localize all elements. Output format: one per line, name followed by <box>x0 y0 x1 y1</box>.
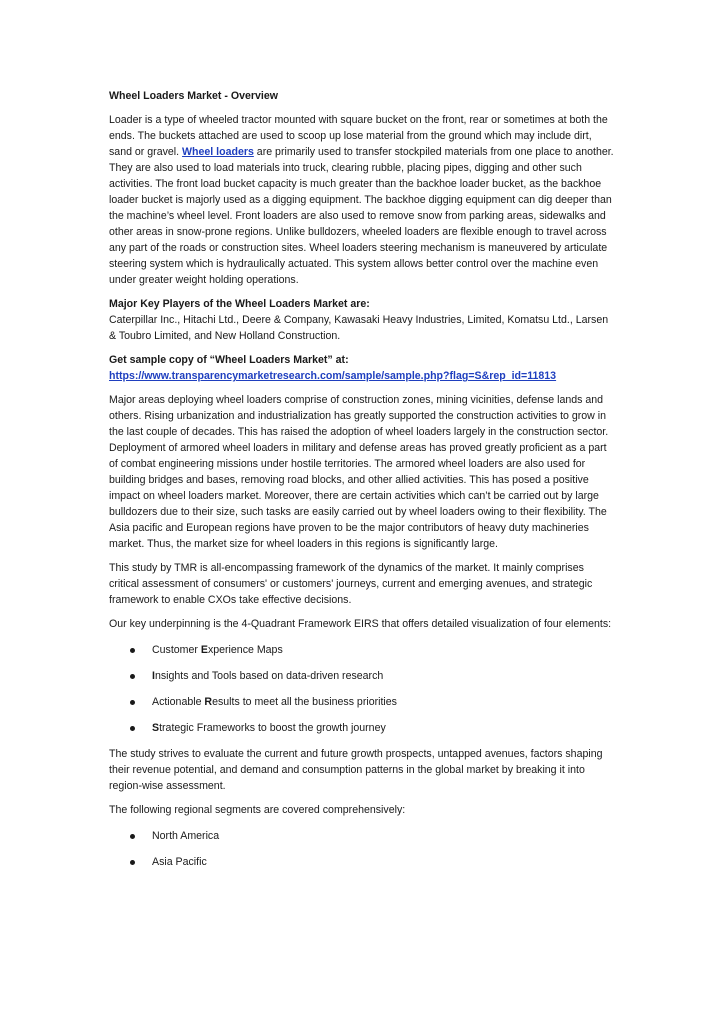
overview-text-end: are primarily used to transfer stockpiled materials from one place to another. They are also used to load materials into truck, clearing rubble, placing pipes, digging and other such activities. The front load bucket capacity is much greater than the backhoe loader bucket, as the backhoe loader bucket is majorly used as a digging equipment. The backhoe digging equipment can dig deeper than the machine’s wheel level. Front loaders are also used to remove snow from parking areas, sidewalks and other areas in snow-prone regions. Unlike bulldozers, wheeled loaders are flexible enough to travel across any part of the roads or construction sites. Wheel loaders steering mechanism is maneuvered by articulate steering system which is hydraulically actuated. This system allows better control over the machine even under greater weight holding operations. <box>109 146 614 286</box>
sample-section <box>109 352 614 384</box>
bullet-icon <box>130 860 135 865</box>
document-page <box>109 88 614 880</box>
list-item <box>109 694 614 710</box>
item-initial: I <box>152 670 155 682</box>
bullet-icon <box>130 648 135 653</box>
key-players-list: Caterpillar Inc., Hitachi Ltd., Deere & Company, Kawasaki Heavy Industries, Limited, Komatsu Ltd., Larsen & Toubro Limited, and New Holland Construction. <box>109 314 609 342</box>
regions-list <box>109 828 614 870</box>
wheel-loaders-link[interactable]: Wheel loaders <box>182 146 254 158</box>
region-name: Asia Pacific <box>152 856 207 868</box>
item-text: Actionable <box>152 696 205 708</box>
region-name: North America <box>152 830 220 842</box>
regional-paragraph: The following regional segments are covered comprehensively: <box>109 804 406 816</box>
list-item <box>109 828 614 844</box>
overview-heading: Wheel Loaders Market - Overview <box>109 90 278 102</box>
sample-url-link[interactable]: https://www.transparencymarketresearch.com/sample/sample.php?flag=S&rep_id=11813 <box>109 370 557 382</box>
key-players-section <box>109 296 614 344</box>
framework-paragraph: Our key underpinning is the 4-Quadrant Framework EIRS that offers detailed visualization of four elements: <box>109 618 612 630</box>
item-text: Customer <box>152 644 201 656</box>
areas-paragraph: Major areas deploying wheel loaders comprise of construction zones, mining vicinities, defense lands and others. Rising urbanization and industrialization has greatly supported the construction activities to grow in the last couple of decades. This has raised the adoption of wheel loaders largely in the construction sector. Deployment of armored wheel loaders in military and defense areas has proved greatly proficient as a part of combat engineering missions under hostile territories. The armored wheel loaders are also used for building bridges and bases, removing road blocks, and other allied activities. This has posed a positive impact on wheel loaders market. Moreover, there are certain activities which can’t be carried out by large bulldozers due to their size, such tasks are easily carried out by wheel loaders owing to their flexibility. The Asia pacific and European regions have proven to be the major contributors of heavy duty machineries market. Thus, the market size for wheel loaders in this regions is significantly large. <box>109 394 609 550</box>
item-text: trategic Frameworks to boost the growth journey <box>159 722 386 734</box>
overview-text-start: Loader is a type of wheeled tractor mounted with square bucket on the front, rear or sometimes at both the ends. The buckets attached are used to scoop up lose material from the ground which may include dirt, sand or gravel. <box>109 114 608 158</box>
bullet-icon <box>130 700 135 705</box>
bullet-icon <box>130 834 135 839</box>
list-item <box>109 720 614 736</box>
list-item <box>109 668 614 684</box>
key-players-heading: Major Key Players of the Wheel Loaders Market are: <box>109 298 370 310</box>
eirs-list <box>109 642 614 736</box>
item-initial: S <box>152 722 160 734</box>
item-initial: E <box>200 644 208 656</box>
list-item <box>109 642 614 658</box>
bullet-icon <box>130 726 135 731</box>
sample-heading: Get sample copy of “Wheel Loaders Market” at: <box>109 354 349 366</box>
study-paragraph: This study by TMR is all-encompassing framework of the dynamics of the market. It mainly comprises critical assessment of consumers' or customers' journeys, current and emerging avenues, and strategic framework to enable CXOs take effective decisions. <box>109 562 593 606</box>
item-text: xperience Maps <box>207 644 283 656</box>
strives-paragraph: The study strives to evaluate the current and future growth prospects, untapped avenues, factors shaping their revenue potential, and demand and consumption patterns in the global market by breaking it into region-wise assessment. <box>109 748 603 792</box>
bullet-icon <box>130 674 135 679</box>
item-initial: R <box>204 696 213 708</box>
overview-paragraph <box>109 112 614 288</box>
item-text: nsights and Tools based on data-driven research <box>154 670 384 682</box>
item-text: esults to meet all the business priorities <box>212 696 397 708</box>
list-item <box>109 854 614 870</box>
